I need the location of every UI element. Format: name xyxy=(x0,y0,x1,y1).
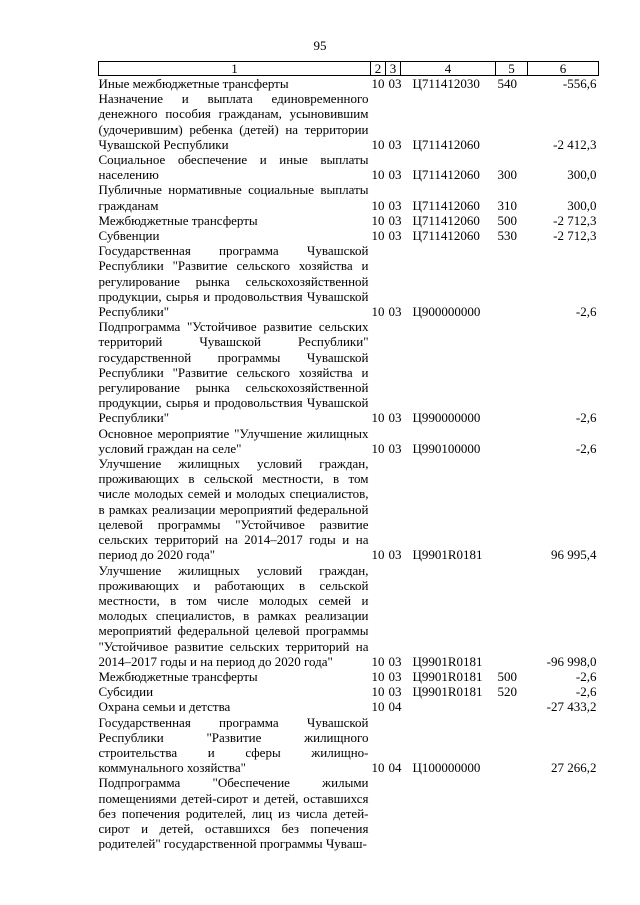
table-row xyxy=(99,684,599,699)
row-amount-cell: 300,0 xyxy=(567,167,597,183)
page-number: 95 xyxy=(313,38,327,53)
row-subsection-cell: 03 xyxy=(388,410,402,426)
row-section-cell: 10 xyxy=(371,167,385,183)
row-expense-type-cell xyxy=(496,91,528,152)
row-target-article-cell: Ц990000000 xyxy=(412,410,481,426)
row-section-cell: 10 xyxy=(371,212,385,228)
row-name-cell: Субсидии xyxy=(98,684,154,700)
table-row xyxy=(99,669,599,684)
row-amount-cell: -2 712,3 xyxy=(553,228,597,244)
row-name-cell: Субвенции xyxy=(98,228,160,244)
row-name-cell: Иные межбюджетные трансферты xyxy=(98,76,289,91)
row-subsection-cell: 03 xyxy=(388,547,402,563)
row-amount-cell: 300,0 xyxy=(567,197,597,213)
row-name-cell: Межбюджетные трансферты xyxy=(98,668,258,684)
row-expense-type-cell: 500 xyxy=(497,668,517,684)
row-name-cell: Межбюджетные трансферты xyxy=(98,212,258,228)
col-header-4: 4 xyxy=(401,62,496,76)
row-target-article-cell: Ц900000000 xyxy=(412,304,481,320)
row-name-cell: Улучшение жилищных условий граждан, проживающих и работающих в сельской местности, в том числе молодых семей и молодых специалистов, в рамках реализации мероприятий федеральной целевой программы "Устойчивое развитие сельских территорий на 2014–2017 годы и на период до 2020 года" xyxy=(98,562,369,669)
row-expense-type-cell xyxy=(496,563,528,669)
row-target-article-cell: Ц711412060 xyxy=(412,212,480,228)
row-expense-type-cell xyxy=(496,699,528,714)
row-name-cell: Государственная программа Чувашской Республики "Развитие жилищного строительства и сферы жилищно-коммунального хозяйства" xyxy=(98,714,369,776)
table-row xyxy=(99,152,599,182)
row-amount-cell: -27 433,2 xyxy=(546,699,597,715)
row-subsection-cell: 03 xyxy=(388,197,402,213)
row-subsection-cell: 03 xyxy=(388,76,402,91)
row-amount-cell: 96 995,4 xyxy=(551,547,597,563)
row-target-article-cell: Ц9901R0181 xyxy=(412,653,483,669)
row-expense-type-cell: 520 xyxy=(497,684,517,700)
row-subsection-cell: 03 xyxy=(388,167,402,183)
row-name-cell: Охрана семьи и детства xyxy=(98,699,231,715)
row-section-cell: 10 xyxy=(371,304,385,320)
row-subsection-cell: 03 xyxy=(388,212,402,228)
row-amount-cell: -2,6 xyxy=(575,304,597,320)
row-section-cell: 10 xyxy=(371,440,385,456)
row-section-cell: 10 xyxy=(371,684,385,700)
row-subsection-cell: 03 xyxy=(388,228,402,244)
row-target-article-cell: Ц990100000 xyxy=(412,440,481,456)
row-amount-cell: -2,6 xyxy=(575,668,597,684)
row-expense-type-cell xyxy=(496,426,528,456)
row-subsection-cell: 03 xyxy=(388,136,402,152)
budget-sheet xyxy=(98,61,598,851)
row-expense-type-cell: 540 xyxy=(497,76,517,91)
col-header-2: 2 xyxy=(371,62,386,76)
row-target-article-cell: Ц9901R0181 xyxy=(412,668,483,684)
row-target-article-cell: Ц711412030 xyxy=(412,76,480,91)
row-subsection-cell: 03 xyxy=(388,684,402,700)
row-amount-cell: -96 998,0 xyxy=(546,653,597,669)
table-row xyxy=(99,91,599,152)
row-section-cell: 10 xyxy=(371,76,385,91)
table-row xyxy=(99,563,599,669)
table-row xyxy=(99,76,599,92)
col-header-5: 5 xyxy=(496,62,528,76)
row-section-cell: 10 xyxy=(371,228,385,244)
table-body xyxy=(99,76,599,852)
row-name-cell: Улучшение жилищных условий граждан, проживающих в сельской местности, в том числе молодых семей и молодых специалистов, в рамках реализации мероприятий федеральной целевой программы "Устойчивое развитие сельских территорий на 2014–2017 годы и на период до 2020 года" xyxy=(98,456,369,563)
row-amount-cell xyxy=(528,775,599,851)
row-section-cell: 10 xyxy=(371,547,385,563)
table-row xyxy=(99,426,599,456)
table-row xyxy=(99,775,599,851)
row-expense-type-cell: 500 xyxy=(497,212,517,228)
row-section-cell: 10 xyxy=(371,197,385,213)
row-section-cell: 10 xyxy=(371,653,385,669)
row-expense-type-cell: 530 xyxy=(497,228,517,244)
row-amount-cell: -556,6 xyxy=(562,76,597,91)
row-expense-type-cell: 310 xyxy=(497,197,517,213)
row-name-cell: Публичные нормативные социальные выплаты гражданам xyxy=(98,182,369,213)
row-subsection-cell: 04 xyxy=(388,760,402,776)
row-target-article-cell: Ц711412060 xyxy=(412,167,480,183)
row-target-article-cell: Ц711412060 xyxy=(412,197,480,213)
table-row xyxy=(99,456,599,562)
row-section-cell: 10 xyxy=(371,136,385,152)
table-row xyxy=(99,699,599,714)
row-target-article-cell: Ц711412060 xyxy=(412,136,480,152)
row-expense-type-cell xyxy=(496,319,528,425)
row-section-cell: 10 xyxy=(371,668,385,684)
row-expense-type-cell xyxy=(496,243,528,319)
row-target-article-cell: Ц711412060 xyxy=(412,228,480,244)
table-row xyxy=(99,182,599,212)
table-row xyxy=(99,715,599,776)
row-expense-type-cell: 300 xyxy=(497,167,517,183)
row-target-article-cell: Ц9901R0181 xyxy=(412,684,483,700)
table-row xyxy=(99,319,599,425)
row-expense-type-cell xyxy=(496,456,528,562)
row-section-cell: 10 xyxy=(371,410,385,426)
row-target-article-cell: Ц9901R0181 xyxy=(412,547,483,563)
row-section-cell: 10 xyxy=(371,699,385,715)
budget-table xyxy=(98,61,599,851)
row-subsection-cell: 03 xyxy=(388,304,402,320)
row-amount-cell: -2,6 xyxy=(575,440,597,456)
row-name-cell: Подпрограмма "Устойчивое развитие сельских территорий Чувашской Республики" государственной программы Чувашской Республики "Развитие сельского хозяйства и регулирование рынка сельскохозяйственной продукции, сырья и продовольствия Чувашской Республики" xyxy=(98,319,369,426)
row-name-cell: Назначение и выплата единовременного денежного пособия гражданам, усыновившим (удочерившим) ребенка (детей) на территории Чувашской Республики xyxy=(98,91,369,152)
row-name-cell: Государственная программа Чувашской Республики "Развитие сельского хозяйства и регулирование рынка сельскохозяйственной продукции, сырья и продовольствия Чувашской Республики" xyxy=(98,243,369,320)
row-name-cell: Подпрограмма "Обеспечение жилыми помещениями детей-сирот и детей, оставшихся без попечения родителей, лиц из числа детей-сирот и детей, оставшихся без попечения родителей" государственной программы Чуваш- xyxy=(98,775,369,852)
row-subsection-cell: 03 xyxy=(388,668,402,684)
row-section-cell: 10 xyxy=(371,760,385,776)
row-name-cell: Социальное обеспечение и иные выплаты населению xyxy=(98,152,369,183)
row-section-cell xyxy=(371,775,386,851)
row-target-article-cell: Ц100000000 xyxy=(412,760,481,776)
col-header-3: 3 xyxy=(386,62,401,76)
col-header-1: 1 xyxy=(99,62,371,76)
row-amount-cell: -2 712,3 xyxy=(553,212,597,228)
row-subsection-cell: 03 xyxy=(388,653,402,669)
row-expense-type-cell xyxy=(496,775,528,851)
row-target-article-cell xyxy=(401,775,496,851)
row-subsection-cell: 04 xyxy=(388,699,402,715)
column-number-header xyxy=(99,62,599,76)
table-row xyxy=(99,243,599,319)
row-amount-cell: -2 412,3 xyxy=(553,136,597,152)
row-amount-cell: 27 266,2 xyxy=(551,760,597,776)
row-amount-cell: -2,6 xyxy=(575,410,597,426)
row-subsection-cell: 03 xyxy=(388,440,402,456)
row-amount-cell: -2,6 xyxy=(575,684,597,700)
row-target-article-cell xyxy=(401,699,496,714)
row-name-cell: Основное мероприятие "Улучшение жилищных условий граждан на селе" xyxy=(98,425,369,456)
row-subsection-cell xyxy=(386,775,401,851)
col-header-6: 6 xyxy=(528,62,599,76)
table-row xyxy=(99,228,599,243)
table-row xyxy=(99,213,599,228)
row-expense-type-cell xyxy=(496,715,528,776)
